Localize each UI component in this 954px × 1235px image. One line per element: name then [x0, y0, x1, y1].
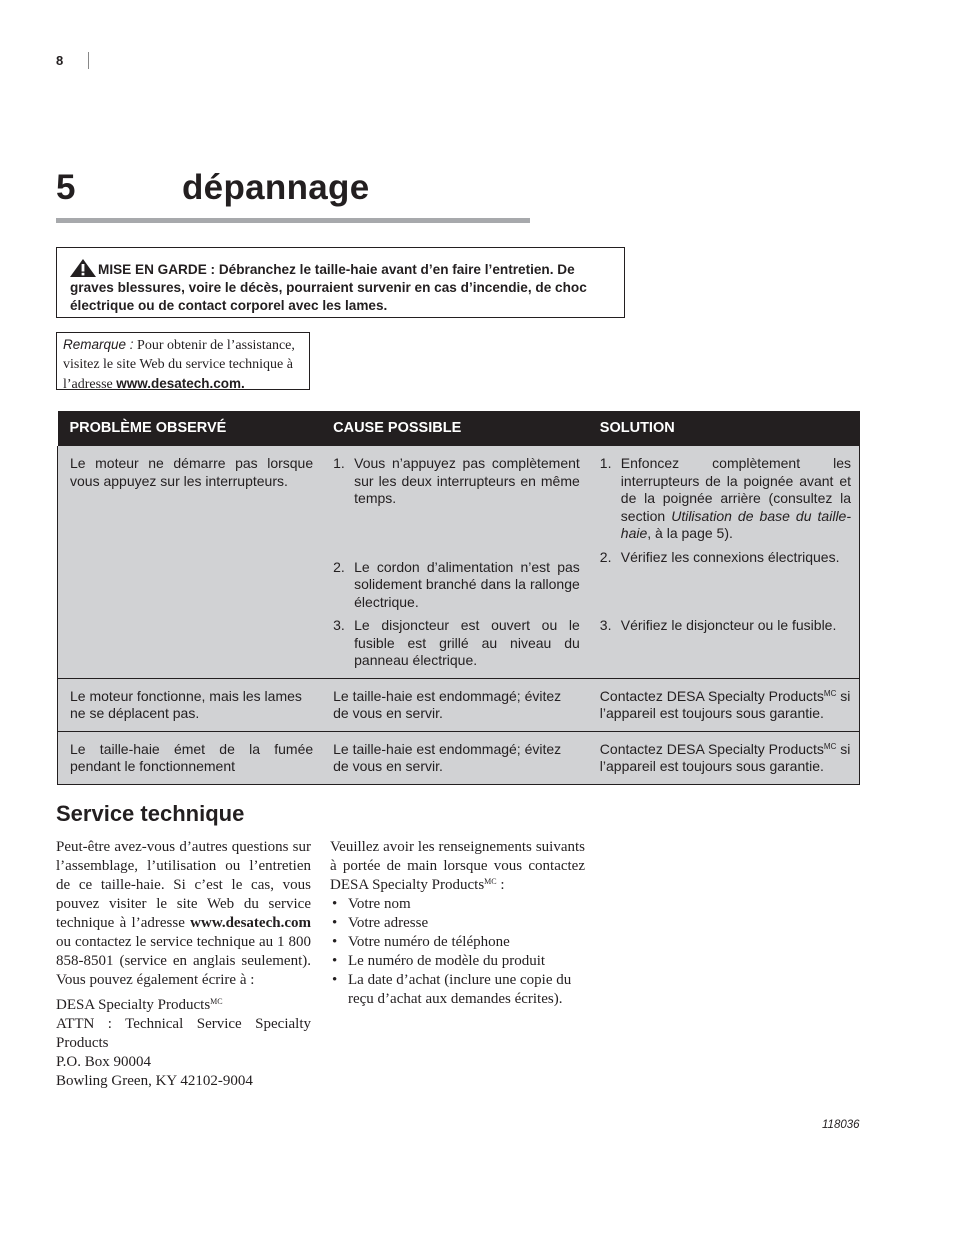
item-text-emphasis: Utilisation de base du taille-haie	[620, 507, 851, 541]
trademark-mark: MC	[823, 688, 837, 698]
page-number: 8	[56, 53, 64, 68]
list-item	[600, 617, 851, 635]
service-prepare: Veuillez avoir les renseignements suivants à portée de main lorsque vous contactez DESA Specialty Products$^{MC}$ :	[330, 839, 585, 893]
chapter-title: dépannage	[182, 168, 370, 207]
warning-triangle-icon	[70, 259, 96, 277]
list-item: • Votre adresse	[330, 914, 585, 933]
service-left-column	[56, 838, 311, 1091]
table-row	[58, 731, 860, 784]
trademark-mark: MC	[484, 877, 497, 886]
cause-text: Le taille-haie est endommagé; évitez de vous en servir.	[333, 687, 562, 721]
list-item: • Votre numéro de téléphone	[330, 933, 585, 952]
item-text: Enfoncez complètement les interrupteurs de la poignée avant et de la poignée arrière (consultez la section	[620, 455, 851, 524]
list-item	[333, 455, 580, 508]
solution-text: si l’appareil est toujours sous garantie.	[599, 740, 851, 774]
problem-cell	[58, 446, 322, 678]
address-city: Bowling Green, KY 42102-9004	[56, 1073, 253, 1089]
list-item	[333, 617, 580, 670]
list-item: • La date d’achat (inclure une copie du reçu d’achat aux demandes écrites).	[330, 971, 585, 1009]
header-solution: SOLUTION	[588, 411, 860, 446]
solution-text: Contactez DESA Specialty Products	[599, 687, 824, 704]
item-text: Vous n’appuyez pas complètement sur les deux interrupteurs en même temps.	[354, 455, 580, 506]
solution-cell	[588, 678, 860, 731]
problem-cell	[58, 678, 322, 731]
cause-cell	[321, 731, 588, 784]
cause-cell	[321, 678, 588, 731]
header-problem: PROBLÈME OBSERVÉ	[58, 411, 322, 446]
table-header-row	[58, 411, 860, 446]
item-number: 3.	[599, 617, 612, 633]
note-website-link[interactable]: www.desatech.com.	[116, 376, 245, 391]
note-label: Remarque :	[63, 337, 134, 352]
list-item	[600, 455, 851, 543]
item-text: , à la page 5).	[647, 525, 733, 541]
page-number-separator	[88, 52, 89, 69]
mailing-address	[56, 996, 311, 1091]
note-box	[56, 332, 310, 390]
list-item	[600, 549, 851, 567]
service-intro: Peut-être avez-vous d’autres questions sur l’assemblage, l’utilisation ou l’entretien de ce taille-haie. Si c’est le cas, vous pouvez visiter le site Web du service technique à l’adresse www.desatech.com ou contactez le service technique au 1 800 858-8501 (service en anglais seulement). Vous pouvez également écrire à :	[56, 839, 311, 988]
chapter-underline	[56, 218, 530, 223]
solution-text: si l’appareil est toujours sous garantie.	[599, 687, 851, 721]
problem-text: Le taille-haie émet de la fumée pendant le fonctionnement	[70, 740, 314, 774]
header-cause: CAUSE POSSIBLE	[321, 411, 588, 446]
list-item: • Votre nom	[330, 895, 585, 914]
address-box: P.O. Box 90004	[56, 1054, 152, 1070]
solution-cell	[588, 731, 860, 784]
cause-text: Le taille-haie est endommagé; évitez de vous en servir.	[333, 740, 562, 774]
table-row	[58, 678, 860, 731]
list-item	[333, 559, 580, 612]
troubleshooting-table	[57, 411, 860, 785]
item-text: Vérifiez le disjoncteur ou le fusible.	[620, 617, 837, 633]
problem-text: Le moteur ne démarre pas lorsque vous appuyez sur les interrupteurs.	[70, 455, 314, 489]
problem-cell	[58, 731, 322, 784]
item-number: 2.	[599, 548, 612, 565]
item-number: 2.	[333, 558, 345, 575]
item-number: 3.	[333, 617, 345, 633]
item-text: Le disjoncteur est ouvert ou le fusible est grillé au niveau du panneau électrique.	[354, 617, 580, 668]
warning-box	[56, 247, 625, 318]
warning-text: MISE EN GARDE : Débranchez le taille-haie avant d’en faire l’entretien. De graves blessures, voire le décès, pourraient survenir en cas d’incendie, de choc électrique ou de contact corporel avec les lames.	[70, 262, 587, 313]
info-list	[330, 895, 585, 1009]
address-attn: ATTN : Technical Service Specialty Products	[56, 1016, 311, 1051]
cause-cell	[321, 446, 588, 678]
list-item: • Le numéro de modèle du produit	[330, 952, 585, 971]
trademark-mark: MC	[210, 997, 223, 1006]
solution-text: Contactez DESA Specialty Products	[599, 740, 824, 757]
service-right-column	[330, 838, 585, 1009]
section-title: Service technique	[56, 801, 245, 826]
solution-cell	[588, 446, 860, 678]
trademark-mark: MC	[823, 741, 837, 751]
address-company: DESA Specialty Products	[56, 997, 211, 1013]
item-number: 1.	[599, 455, 612, 471]
note-text: Pour obtenir de l’assistance, visitez le site Web du service technique à l’adresse	[63, 338, 295, 392]
service-website-link[interactable]: www.desatech.com	[190, 915, 311, 931]
table-row	[58, 446, 860, 678]
item-text: Le cordon d’alimentation n’est pas solidement branché dans la rallonge électrique.	[354, 558, 580, 610]
item-text: Vérifiez les connexions électriques.	[620, 548, 840, 565]
document-number: 118036	[822, 1119, 860, 1131]
item-number: 1.	[333, 455, 345, 471]
chapter-number: 5	[56, 168, 76, 207]
problem-text: Le moteur fonctionne, mais les lames ne se déplacent pas.	[70, 687, 302, 721]
